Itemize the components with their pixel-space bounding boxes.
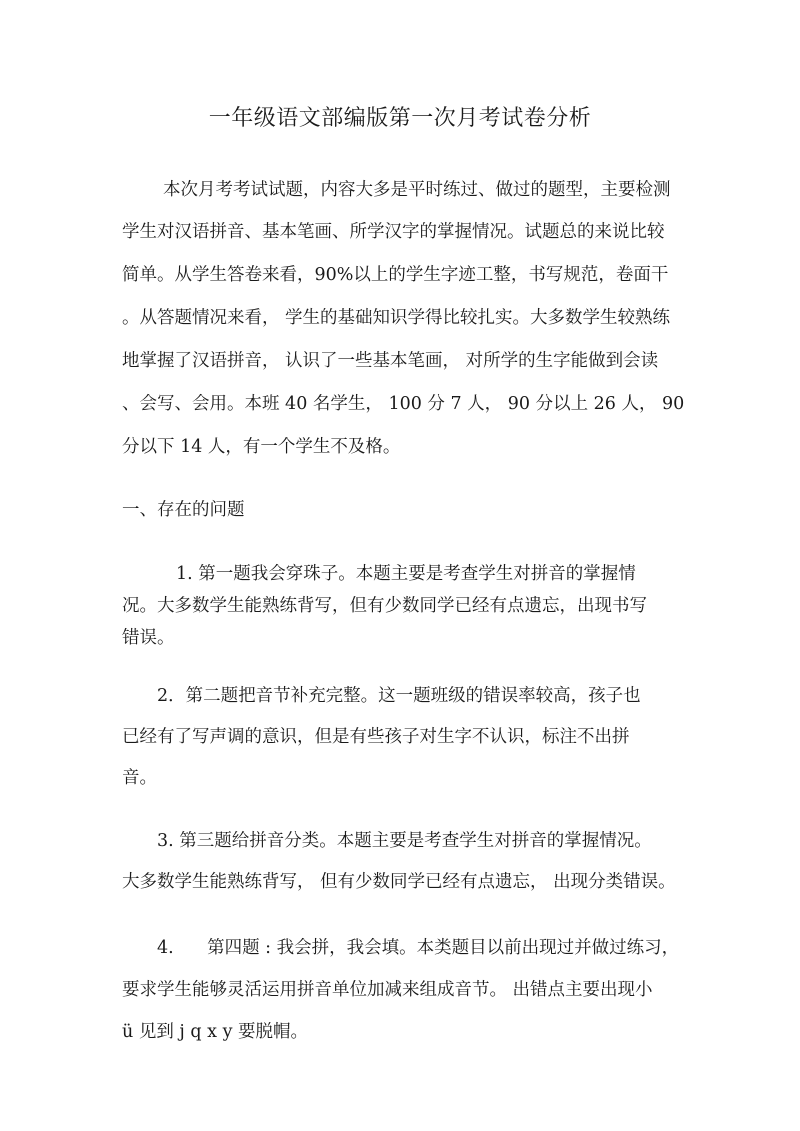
intro-line-4: 。从答题情况来看， 学生的基础知识学得比较扎实。大多数学生较熟练 [122,308,671,328]
item4-line-2: 要求学生能够灵活运用拼音单位加减来组成音节。 出错点主要出现小 [122,980,653,1000]
intro-line-7: 分以下 14 人，有一个学生不及格。 [122,437,401,457]
section-heading-problems: 一、存在的问题 [122,500,245,520]
item2-line-1: 2．第二题把音节补充完整。这一题班级的错误率较高，孩子也 [157,686,641,706]
item4-line-3: ü 见到 j q x y 要脱帽。 [122,1022,309,1042]
item2-line-3: 音。 [122,768,157,788]
item3-line-1: 3. 第三题给拼音分类。本题主要是考查学生对拼音的掌握情况。 [157,831,652,851]
intro-line-1: 本次月考考试试题，内容大多是平时练过、做过的题型，主要检测 [163,180,671,200]
item2-line-2: 已经有了写声调的意识，但是有些孩子对生字不认识，标注不出拼 [122,727,630,747]
intro-line-6: 、会写、会用。本班 40 名学生， 100 分 7 人， 90 分以上 26 人， 90 [122,394,685,414]
item4-line-1: 4. 第四题 : 我会拼，我会填。本类题目以前出现过并做过练习， [157,938,680,958]
document-title: 一年级语文部编版第一次月考试卷分析 [208,106,592,131]
item3-line-2: 大多数学生能熟练背写， 但有少数同学已经有点遗忘， 出现分类错误。 [122,872,676,892]
intro-line-5: 地掌握了汉语拼音， 认识了一些基本笔画， 对所学的生字能做到会读 [122,351,659,371]
intro-line-3: 简单。从学生答卷来看，90%以上的学生字迹工整，书写规范，卷面干 [122,265,669,285]
intro-line-2: 学生对汉语拼音、基本笔画、所学汉字的掌握情况。试题总的来说比较 [122,222,665,242]
item1-line-2: 况。大多数学生能熟练背写，但有少数同学已经有点遗忘，出现书写 [122,596,647,616]
item1-line-3: 错误。 [122,628,175,648]
item1-line-1: 1. 第一题我会穿珠子。本题主要是考查学生对拼音的掌握情 [176,564,636,584]
